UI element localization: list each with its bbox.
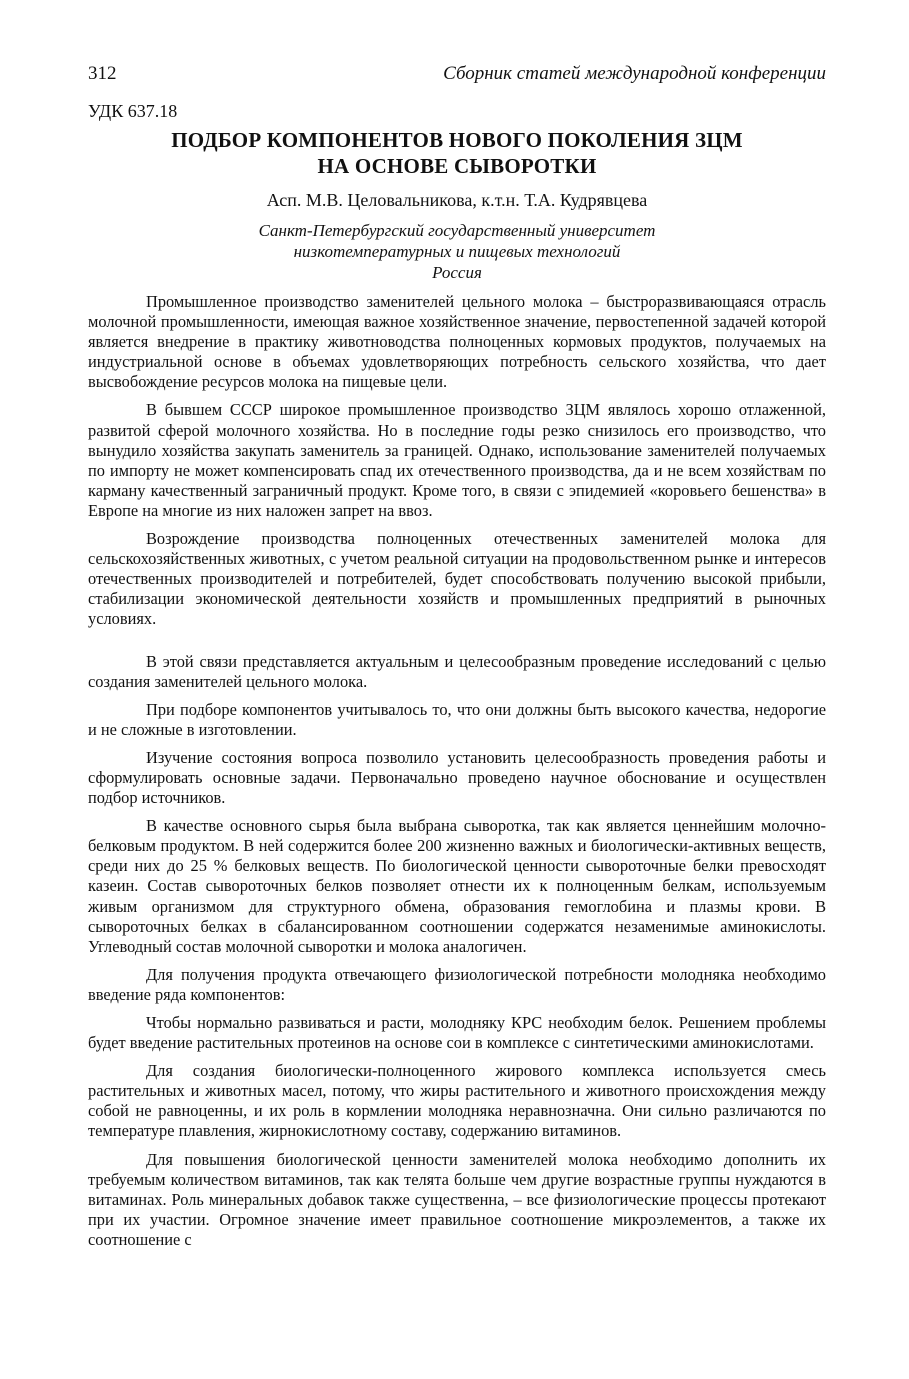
paragraph: Для повышения биологической ценности заменителей молока необходимо дополнить их требуемым количеством витаминов, так как телята больше чем другие возрастные группы нуждаются в витаминах. Роль минеральных добавок также существенна, – все физиологические процессы протекают при их участии. Огромное значение имеет правильное соотношение микроэлементов, а также их соотношение с: [88, 1149, 826, 1249]
affiliation: [88, 220, 826, 283]
article-title: [88, 127, 826, 179]
journal-title: Сборник статей международной конференции: [443, 63, 826, 84]
paragraph: Изучение состояния вопроса позволило установить целесообразность проведения работы и сформулировать основные задачи. Первоначально проведено научное обоснование и осуществлен подбор источников.: [88, 747, 826, 808]
page-number: 312: [88, 63, 117, 84]
article-title-line-1: ПОДБОР КОМПОНЕНТОВ НОВОГО ПОКОЛЕНИЯ ЗЦМ: [171, 128, 743, 152]
affiliation-country: Россия: [432, 263, 482, 282]
authors: Асп. М.В. Целовальникова, к.т.н. Т.А. Кудрявцева: [266, 190, 648, 210]
article-body: [88, 292, 826, 1250]
paragraph: В этой связи представляется актуальным и целесообразным проведение исследований с целью создания заменителей цельного молока.: [88, 651, 826, 691]
paragraph: Для получения продукта отвечающего физиологической потребности молодняка необходимо введение ряда компонентов:: [88, 964, 826, 1004]
paragraph: Промышленное производство заменителей цельного молока – быстроразвивающаяся отрасль молочной промышленности, имеющая важное хозяйственное значение, первостепенной задачей которой является внедрение в практику животноводства полноценных кормовых продуктов, получаемых на индустриальной основе в объемах удовлетворяющих потребность сельского хозяйства, что дает высвобождение ресурсов молока на пищевые цели.: [88, 292, 826, 392]
paragraph: При подборе компонентов учитывалось то, что они должны быть высокого качества, недорогие и не сложные в изготовлении.: [88, 699, 826, 739]
running-head: [88, 62, 826, 86]
paragraph: В качестве основного сырья была выбрана сыворотка, так как является ценнейшим молочно-белковым продуктом. В ней содержится более 200 жизненно важных и биологически-активных веществ, среди них до 25 % белковых веществ. По биологической ценности сывороточные белки превосходят казеин. Состав сывороточных белков позволяет отнести их к полноценным белкам, используемым живым организмом для структурного обмена, образования гемоглобина и плазмы крови. В сывороточных белках в сбалансированном соотношении содержатся незаменимые аминокислоты. Углеводный состав молочной сыворотки и молока аналогичен.: [88, 816, 826, 956]
article-title-line-2: НА ОСНОВЕ СЫВОРОТКИ: [317, 154, 597, 178]
affiliation-line-2: низкотемпературных и пищевых технологий: [293, 242, 621, 261]
paragraph: Возрождение производства полноценных отечественных заменителей молока для сельскохозяйственных животных, с учетом реальной ситуации на продовольственном рынке и интересов отечественных производителей и потребителей, будет способствовать получению высокой прибыли, стабилизации экономической деятельности хозяйств и промышленных предприятий в рыночных условиях.: [88, 529, 826, 629]
udc-code: УДК 637.18: [88, 101, 178, 121]
paragraph: В бывшем СССР широкое промышленное производство ЗЦМ являлось хорошо отлаженной, развитой сферой молочного хозяйства. Но в последние годы резко снизилось его производство, что вынудило хозяйства закупать заменитель за границей. Однако, использование заменителей получаемых по импорту не может компенсировать спад их отечественного производства, да и не всем хозяйствам по карману качественный заграничный продукт. Кроме того, в связи с эпидемией «коровьего бешенства» в Европе на многие из них наложен запрет на ввоз.: [88, 400, 826, 520]
paragraph: Для создания биологически-полноценного жирового комплекса используется смесь растительных и животных масел, потому, что жиры растительного и животного происхождения между собой не равноценны, и их роль в кормлении молодняка неравнозначна. Они сильно различаются по температуре плавления, жирнокислотному составу, содержанию витаминов.: [88, 1061, 826, 1141]
affiliation-line-1: Санкт-Петербургский государственный университет: [258, 221, 656, 240]
paragraph: Чтобы нормально развиваться и расти, молодняку КРС необходим белок. Решением проблемы будет введение растительных протеинов на основе сои в комплексе с синтетическими аминокислотами.: [88, 1013, 826, 1053]
